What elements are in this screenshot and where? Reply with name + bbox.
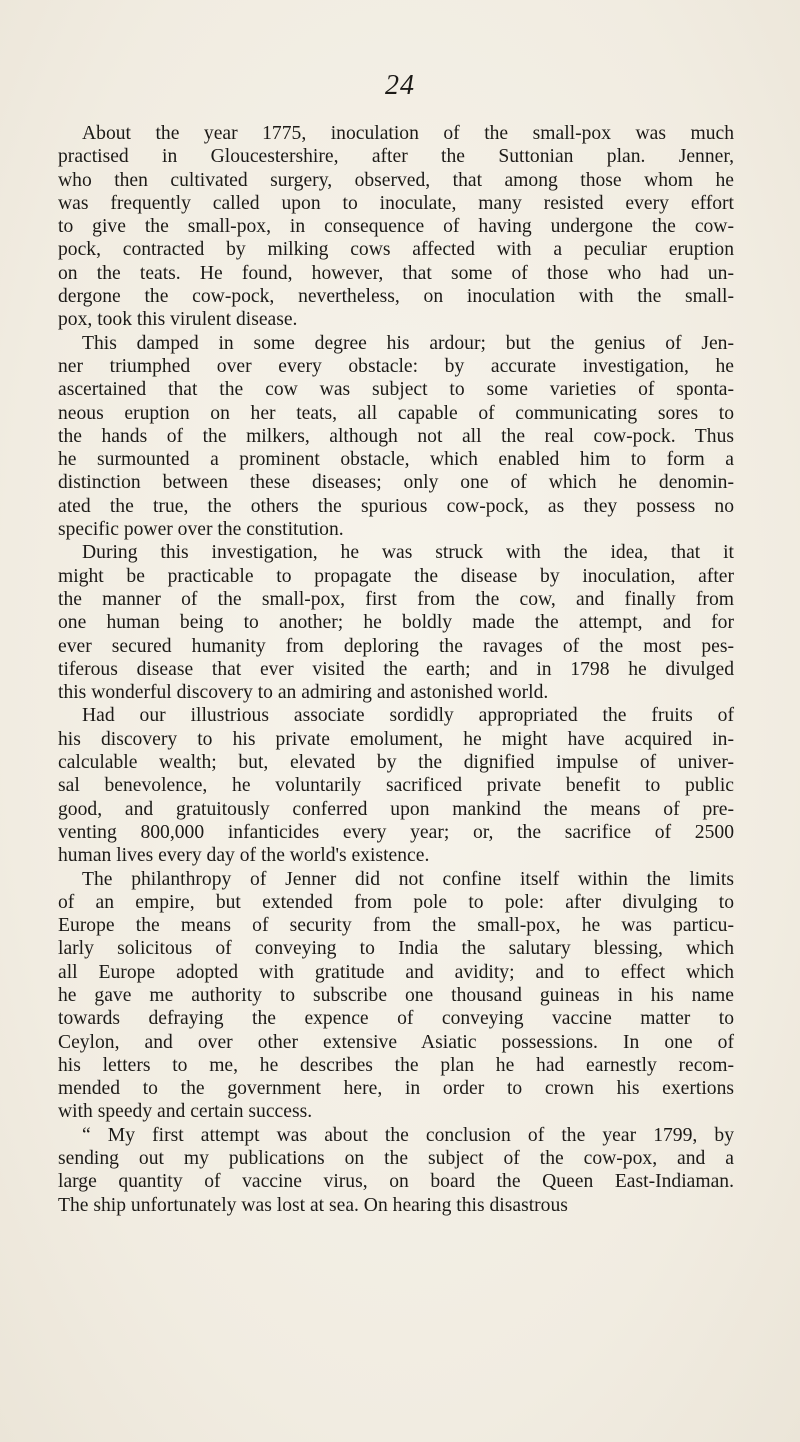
text-line: sending out my publications on the subject of the cow-pox, and a [58, 1148, 734, 1170]
text-line: sal benevolence, he voluntarily sacrificed private benefit to public [58, 775, 734, 797]
text-line: Ceylon, and over other extensive Asiatic possessions. In one of [58, 1031, 734, 1053]
text-line: all Europe adopted with gratitude and avidity; and to effect which [58, 961, 734, 983]
text-line: was frequently called upon to inoculate, many resisted every effort [58, 192, 734, 214]
text-line: neous eruption on her teats, all capable of communicating sores to [58, 402, 734, 424]
text-line: During this investigation, he was struck with the idea, that it [82, 542, 734, 564]
text-line: ascertained that the cow was subject to some varieties of sponta- [58, 379, 734, 401]
text-line: distinction between these diseases; only one of which he denomin- [58, 472, 734, 494]
text-line: his discovery to his private emolument, he might have acquired in- [58, 728, 734, 750]
text-line: of an empire, but extended from pole to pole: after divulging to [58, 891, 734, 913]
text-line: this wonderful discovery to an admiring and astonished world. [58, 682, 549, 704]
text-line: Europe the means of security from the small-pox, he was particu- [58, 915, 734, 937]
paragraph [58, 704, 734, 867]
text-line: mended to the government here, in order to crown his exertions [58, 1078, 734, 1100]
text-line: The ship unfortunately was lost at sea. On hearing this disastrous [58, 1194, 568, 1216]
paragraph [58, 122, 734, 332]
text-line: practised in Gloucestershire, after the Suttonian plan. Jenner, [58, 146, 734, 168]
text-line: on the teats. He found, however, that some of those who had un- [58, 262, 734, 284]
text-line: specific power over the constitution. [58, 519, 344, 541]
text-line: ever secured humanity from deploring the ravages of the most pes- [58, 635, 734, 657]
body-text [58, 122, 734, 1217]
text-line: good, and gratuitously conferred upon mankind the means of pre- [58, 798, 734, 820]
paragraph [58, 332, 734, 542]
text-line: human lives every day of the world's existence. [58, 845, 430, 867]
text-line: calculable wealth; but, elevated by the dignified impulse of univer- [58, 752, 734, 774]
text-line: he surmounted a prominent obstacle, which enabled him to form a [58, 449, 734, 471]
text-line: large quantity of vaccine virus, on board the Queen East-Indiaman. [58, 1171, 734, 1193]
text-line: towards defraying the expence of conveying vaccine matter to [58, 1008, 734, 1030]
text-line: to give the small-pox, in consequence of having undergone the cow- [58, 216, 734, 238]
paragraph [58, 541, 734, 704]
text-line: pox, took this virulent disease. [58, 309, 298, 331]
text-line: This damped in some degree his ardour; but the genius of Jen- [82, 332, 734, 354]
text-line: larly solicitous of conveying to India the salutary blessing, which [58, 938, 734, 960]
text-line: ated the true, the others the spurious cow-pock, as they possess no [58, 495, 734, 517]
text-line: dergone the cow-pock, nevertheless, on inoculation with the small- [58, 286, 734, 308]
text-line: he gave me authority to subscribe one thousand guineas in his name [58, 984, 734, 1006]
text-line: who then cultivated surgery, observed, that among those whom he [58, 169, 734, 191]
text-line: tiferous disease that ever visited the earth; and in 1798 he divulged [58, 658, 734, 680]
text-line: Had our illustrious associate sordidly appropriated the fruits of [82, 705, 734, 727]
text-line: pock, contracted by milking cows affected with a peculiar eruption [58, 239, 734, 261]
text-line: the hands of the milkers, although not all the real cow-pock. Thus [58, 425, 734, 447]
text-line: one human being to another; he boldly made the attempt, and for [58, 612, 734, 634]
text-line: venting 800,000 infanticides every year; or, the sacrifice of 2500 [58, 821, 734, 843]
text-line: the manner of the small-pox, first from the cow, and finally from [58, 588, 734, 610]
paragraph [58, 1124, 734, 1217]
text-line: might be practicable to propagate the disease by inoculation, after [58, 565, 734, 587]
text-line: The philanthropy of Jenner did not confine itself within the limits [82, 868, 734, 890]
page-number: 24 [385, 70, 415, 101]
text-line: About the year 1775, inoculation of the small-pox was much [82, 123, 734, 144]
text-line: with speedy and certain success. [58, 1101, 313, 1123]
paragraph [58, 868, 734, 1124]
text-line: ner triumphed over every obstacle: by accurate investigation, he [58, 355, 734, 377]
text-line: “ My first attempt was about the conclusion of the year 1799, by [82, 1124, 734, 1146]
text-line: his letters to me, he describes the plan he had earnestly recom- [58, 1054, 734, 1076]
